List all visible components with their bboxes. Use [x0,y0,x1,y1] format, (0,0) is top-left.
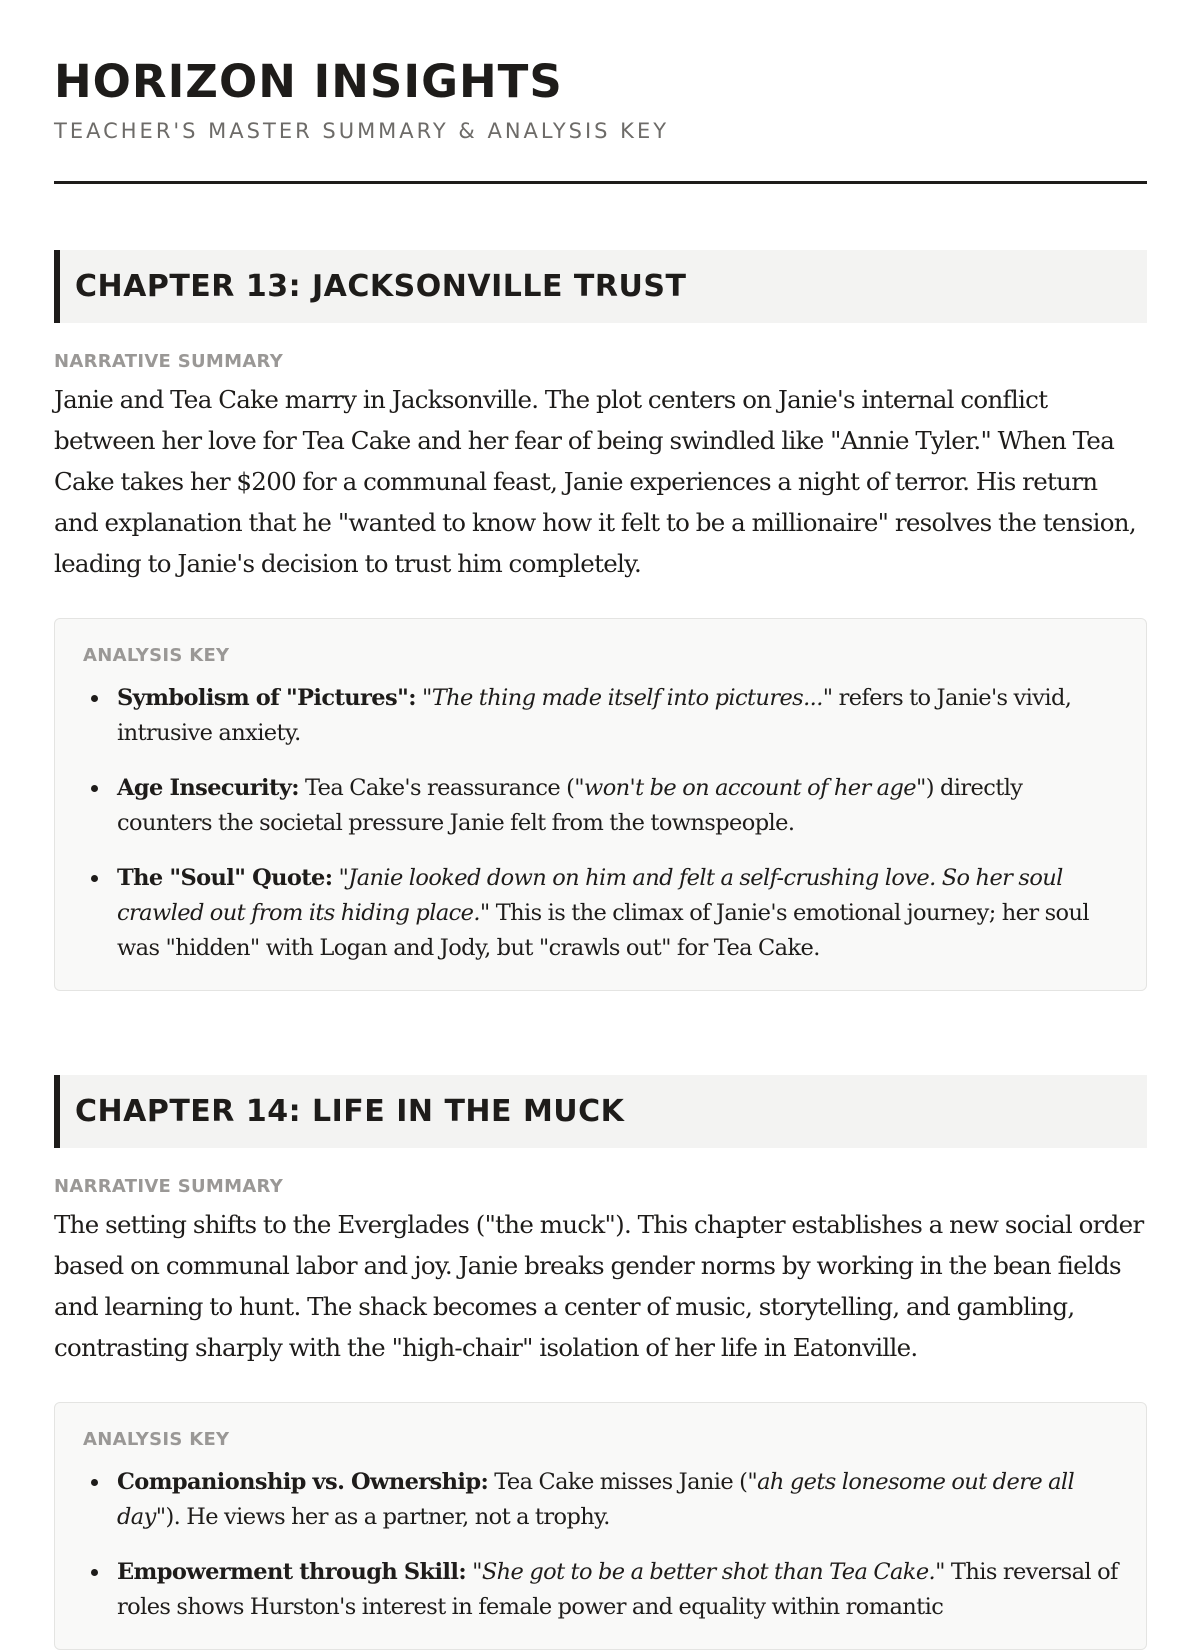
key-term: Symbolism of "Pictures": [117,685,416,711]
analysis-key-item [83,1555,1118,1625]
document-subtitle: TEACHER'S MASTER SUMMARY & ANALYSIS KEY [54,119,670,143]
key-quote: "won't be on account of her age" [574,775,926,801]
narrative-summary-label: NARRATIVE SUMMARY [54,351,284,372]
bullet-icon [91,1479,98,1486]
analysis-key-item [83,861,1118,966]
key-text-pre: Tea Cake misses Janie ( [494,1469,748,1495]
chapter-title: CHAPTER 14: LIFE IN THE MUCK [75,1094,625,1129]
analysis-key-label: ANALYSIS KEY [83,645,230,666]
analysis-key-list [83,1465,1118,1625]
key-text-post: This reversal of roles shows Hurston's interest in female power and equality within romantic [117,1559,1118,1620]
key-term: Age Insecurity: [117,775,299,801]
narrative-summary-label: NARRATIVE SUMMARY [54,1176,284,1197]
analysis-key-list [83,681,1118,966]
bullet-icon [91,1569,98,1576]
analysis-key-item [83,1465,1118,1535]
key-text-pre: Tea Cake's reassurance ( [305,775,575,801]
chapter-heading-bar [54,1075,1147,1148]
chapter-heading-bar [54,250,1147,323]
narrative-summary: The setting shifts to the Everglades ("the muck"). This chapter establishes a new social order based on communal labor and joy. Janie breaks gender norms by working in the bean fields and learning to hunt. The shack becomes a center of music, storytelling, and gambling, contrasting sharply with the "high-chair" isolation of her life in Eatonville. [54,1210,1144,1362]
analysis-key-item [83,681,1118,751]
key-quote: "Janie looked down on him and felt a self-crushing love. So her soul crawled out from its hiding place." [117,865,1063,926]
analysis-key-label: ANALYSIS KEY [83,1429,230,1450]
chapter-14-section [54,1075,1147,1650]
analysis-key-item [83,771,1118,841]
bullet-icon [91,785,98,792]
key-quote: "ah gets lonesome out dere all day" [117,1469,1075,1530]
key-text-post: ). He views her as a partner, not a trophy. [165,1504,610,1530]
key-text-post: ) directly counters the societal pressure Janie felt from the townspeople. [117,775,1023,836]
key-term: Empowerment through Skill: [117,1559,467,1585]
analysis-key-box [54,1402,1147,1650]
key-text-post: refers to Janie's vivid, intrusive anxiety. [117,685,1072,746]
brand-title: HORIZON INSIGHTS [54,55,563,108]
document-header [54,54,1147,184]
bullet-icon [91,875,98,882]
chapter-title: CHAPTER 13: JACKSONVILLE TRUST [75,269,687,304]
narrative-summary: Janie and Tea Cake marry in Jacksonville. The plot centers on Janie's internal conflict between her love for Tea Cake and her fear of being swindled like "Annie Tyler." When Tea Cake takes her $200 for a communal feast, Janie experiences a night of terror. His return and explanation that he "wanted to know how it felt to be a millionaire" resolves the tension, leading to Janie's decision to trust him completely. [54,385,1136,578]
key-quote: "She got to be a better shot than Tea Cake." [472,1559,945,1585]
key-term: The "Soul" Quote: [117,865,333,891]
key-term: Companionship vs. Ownership: [117,1469,489,1495]
chapter-13-section [54,250,1147,991]
key-text-post: This is the climax of Janie's emotional journey; her soul was "hidden" with Logan and Jody, but "crawls out" for Tea Cake. [117,900,1089,961]
bullet-icon [91,695,98,702]
key-quote: "The thing made itself into pictures..." [421,685,833,711]
analysis-key-box [54,618,1147,991]
